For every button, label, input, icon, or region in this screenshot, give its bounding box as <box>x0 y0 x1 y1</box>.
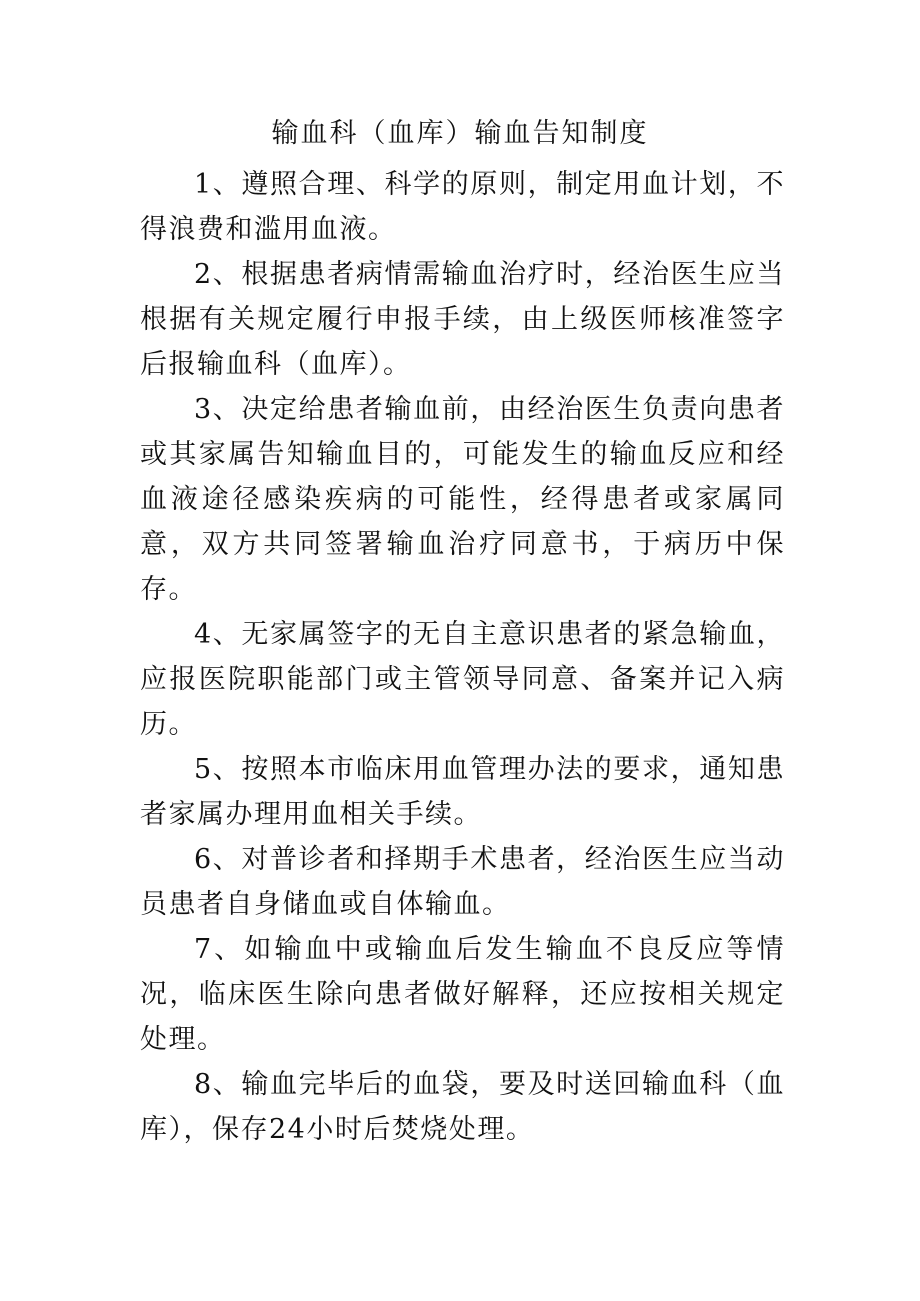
paragraph-3: 3、决定给患者输血前，由经治医生负责向患者或其家属告知输血目的，可能发生的输血反应和经血液途径感染疾病的可能性，经得患者或家属同意，双方共同签署输血治疗同意书，于病历中保存。 <box>140 394 785 605</box>
paragraph-7: 7、如输血中或输血后发生输血不良反应等情况，临床医生除向患者做好解释，还应按相关规定处理。 <box>140 934 785 1055</box>
paragraph-4: 4、无家属签字的无自主意识患者的紧急输血，应报医院职能部门或主管领导同意、备案并记入病历。 <box>140 619 785 740</box>
paragraph-6: 6、对普诊者和择期手术患者，经治医生应当动员患者自身储血或自体输血。 <box>140 844 785 920</box>
document-title: 输血科（血库）输血告知制度 <box>271 118 649 149</box>
paragraph-5: 5、按照本市临床用血管理办法的要求，通知患者家属办理用血相关手续。 <box>140 754 785 830</box>
document-body <box>140 162 785 1152</box>
paragraph-2: 2、根据患者病情需输血治疗时，经治医生应当根据有关规定履行申报手续，由上级医师核准签字后报输血科（血库）。 <box>140 259 785 380</box>
paragraph-1: 1、遵照合理、科学的原则，制定用血计划，不得浪费和滥用血液。 <box>140 169 785 245</box>
paragraph-8: 8、输血完毕后的血袋，要及时送回输血科（血库），保存24小时后焚烧处理。 <box>140 1069 785 1145</box>
